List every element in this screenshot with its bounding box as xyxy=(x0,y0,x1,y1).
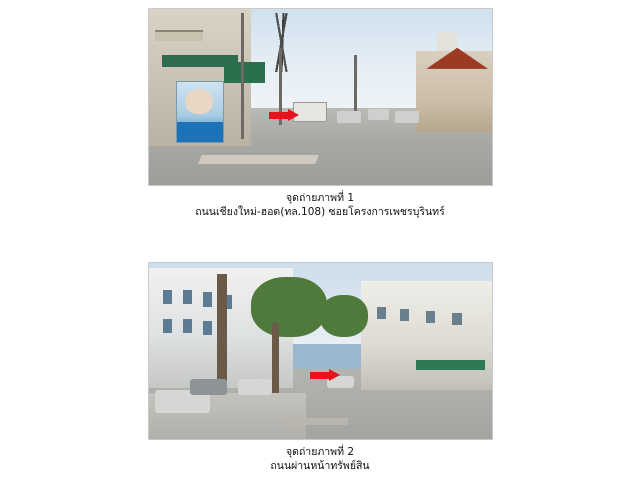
car-3 xyxy=(238,379,272,395)
utility-pole-right xyxy=(354,55,357,118)
arrow-shaft xyxy=(269,112,289,119)
car-2 xyxy=(368,109,389,120)
window xyxy=(452,313,461,325)
window xyxy=(426,311,435,323)
street-photo-1 xyxy=(148,8,493,186)
figure-2-caption-line1: จุดถ่ายภาพที่ 2 xyxy=(285,446,355,458)
arrow-head xyxy=(288,109,299,121)
billboard-portrait xyxy=(185,89,213,114)
window xyxy=(203,292,212,306)
car-3 xyxy=(395,111,419,123)
window xyxy=(203,321,212,335)
figure-block-1 xyxy=(0,8,640,219)
window xyxy=(183,319,192,333)
tree-canopy-center xyxy=(251,277,326,337)
window xyxy=(163,290,172,304)
tree-canopy-right xyxy=(320,295,368,337)
window xyxy=(183,290,192,304)
roadside-billboard xyxy=(176,81,224,143)
red-direction-arrow xyxy=(310,369,340,382)
utility-pole-left xyxy=(241,13,244,140)
figure-2-caption xyxy=(0,445,640,473)
window xyxy=(163,319,172,333)
figure-1-caption-line2: ถนนเชียงใหม่-ฮอด(ทล.108) ซอยโครงการเพชรบุรินทร์ xyxy=(195,206,445,218)
street-photo-2 xyxy=(148,262,493,440)
window xyxy=(377,307,386,319)
billboard-blue-band xyxy=(177,122,223,142)
shop-awning-upper xyxy=(155,30,203,41)
figure-block-2 xyxy=(0,262,640,473)
road-median xyxy=(198,155,318,164)
figure-1-caption-line1: จุดถ่ายภาพที่ 1 xyxy=(285,192,355,204)
arrow-head xyxy=(329,369,340,381)
green-awning xyxy=(416,360,485,371)
right-shophouse-row xyxy=(361,281,491,390)
overhead-wires xyxy=(231,13,334,73)
arrow-shaft xyxy=(310,372,330,379)
figure-2-caption-line2: ถนนผ่านหน้าทรัพย์สิน xyxy=(270,460,370,472)
figure-1-caption xyxy=(0,191,640,219)
tree-trunk-center xyxy=(272,323,279,393)
red-direction-arrow xyxy=(269,109,299,122)
window xyxy=(400,309,409,321)
car-2 xyxy=(190,379,228,395)
road-median xyxy=(285,418,349,425)
car-1 xyxy=(337,111,361,123)
